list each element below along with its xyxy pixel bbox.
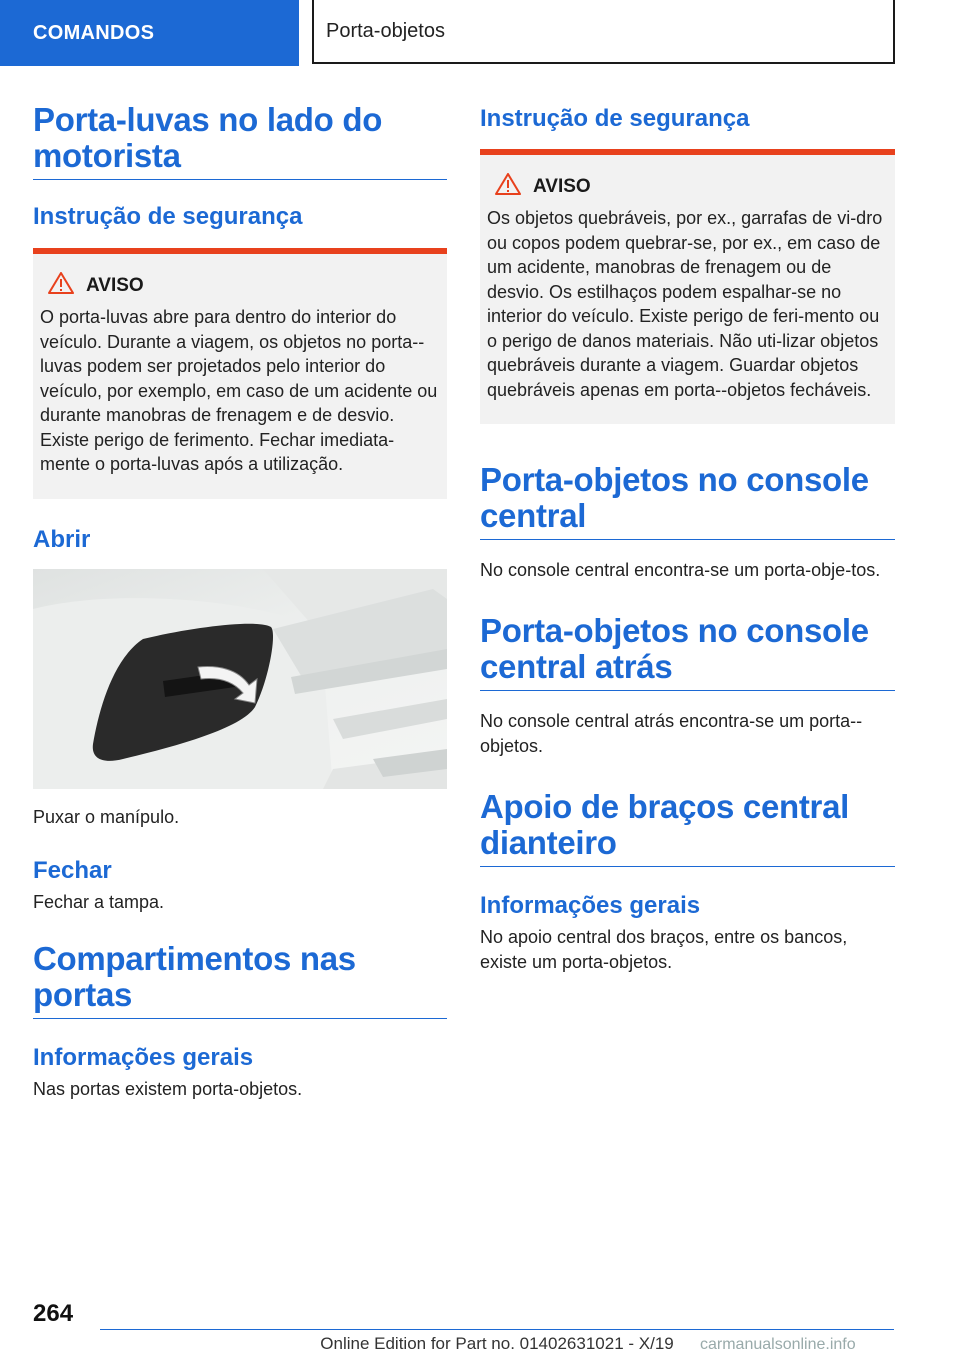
- watermark: carmanualsonline.info: [700, 1336, 856, 1353]
- chapter-tab: COMANDOS: [0, 0, 299, 66]
- heading-close: Fechar: [33, 856, 112, 884]
- footer-divider: [100, 1329, 894, 1330]
- warning-text: Os objetos quebráveis, por ex., garrafas de vi-dro ou copos podem quebrar-se, por ex., em caso de um acidente, manobras de frenagem ou de desvio. Os estilhaços podem espalhar-se no interior do veículo. Existe perigo de feri-mento ou o perigo de danos materiais. Não uti-lizar objetos quebráveis durante a viagem. Guardar objetos quebráveis apenas em porta--objetos fecháveis.: [487, 208, 883, 400]
- warning-text: O porta-luvas abre para dentro do interior do veículo. Durante a viagem, os objetos no porta--luvas podem ser projetados pelo interior do veículo, por exemplo, em caso de um acidente ou durante manobras de frenagem e de desvio. Existe perigo de ferimento. Fechar imediata-mente o porta-luvas após a utilização.: [40, 307, 438, 474]
- close-text: Fechar a tampa.: [33, 891, 165, 912]
- right-column: [480, 100, 895, 975]
- footer-edition: Online Edition for Part no. 01402631021 - X/19: [320, 1334, 674, 1353]
- open-caption: Puxar o manípulo.: [33, 806, 180, 827]
- heading-console: Porta-objetos no console central: [480, 462, 895, 540]
- heading-armrest-info: Informações gerais: [480, 892, 701, 919]
- doors-text: Nas portas existem porta-objetos.: [33, 1078, 303, 1099]
- console-text: No console central encontra-se um porta-obje-tos.: [480, 560, 881, 580]
- warning-triangle-icon: [48, 272, 74, 299]
- warning-triangle-icon: [495, 173, 521, 200]
- glovebox-handle-photo: [33, 569, 447, 789]
- heading-safety-right: Instrução de segurança: [480, 105, 750, 132]
- left-column: [33, 100, 447, 1102]
- page-number: 264: [33, 1300, 74, 1327]
- warning-box-right: [480, 149, 895, 424]
- warning-title: AVISO: [533, 175, 591, 197]
- heading-console-rear: Porta-objetos no console central atrás: [480, 613, 895, 691]
- heading-armrest: Apoio de braços central dianteiro: [480, 789, 895, 867]
- warning-box-left: [33, 248, 447, 499]
- heading-glovebox: Porta-luvas no lado do motorista: [33, 102, 447, 180]
- warning-title: AVISO: [86, 274, 144, 296]
- heading-open: Abrir: [33, 525, 91, 553]
- heading-safety-left: Instrução de segurança: [33, 203, 303, 230]
- console-rear-text: No console central atrás encontra-se um porta--objetos.: [480, 711, 863, 756]
- heading-doors-info: Informações gerais: [33, 1043, 254, 1071]
- armrest-text: No apoio central dos braços, entre os bancos, existe um porta-objetos.: [480, 927, 848, 972]
- heading-doors: Compartimentos nas portas: [33, 941, 447, 1019]
- section-title: Porta-objetos: [312, 0, 895, 64]
